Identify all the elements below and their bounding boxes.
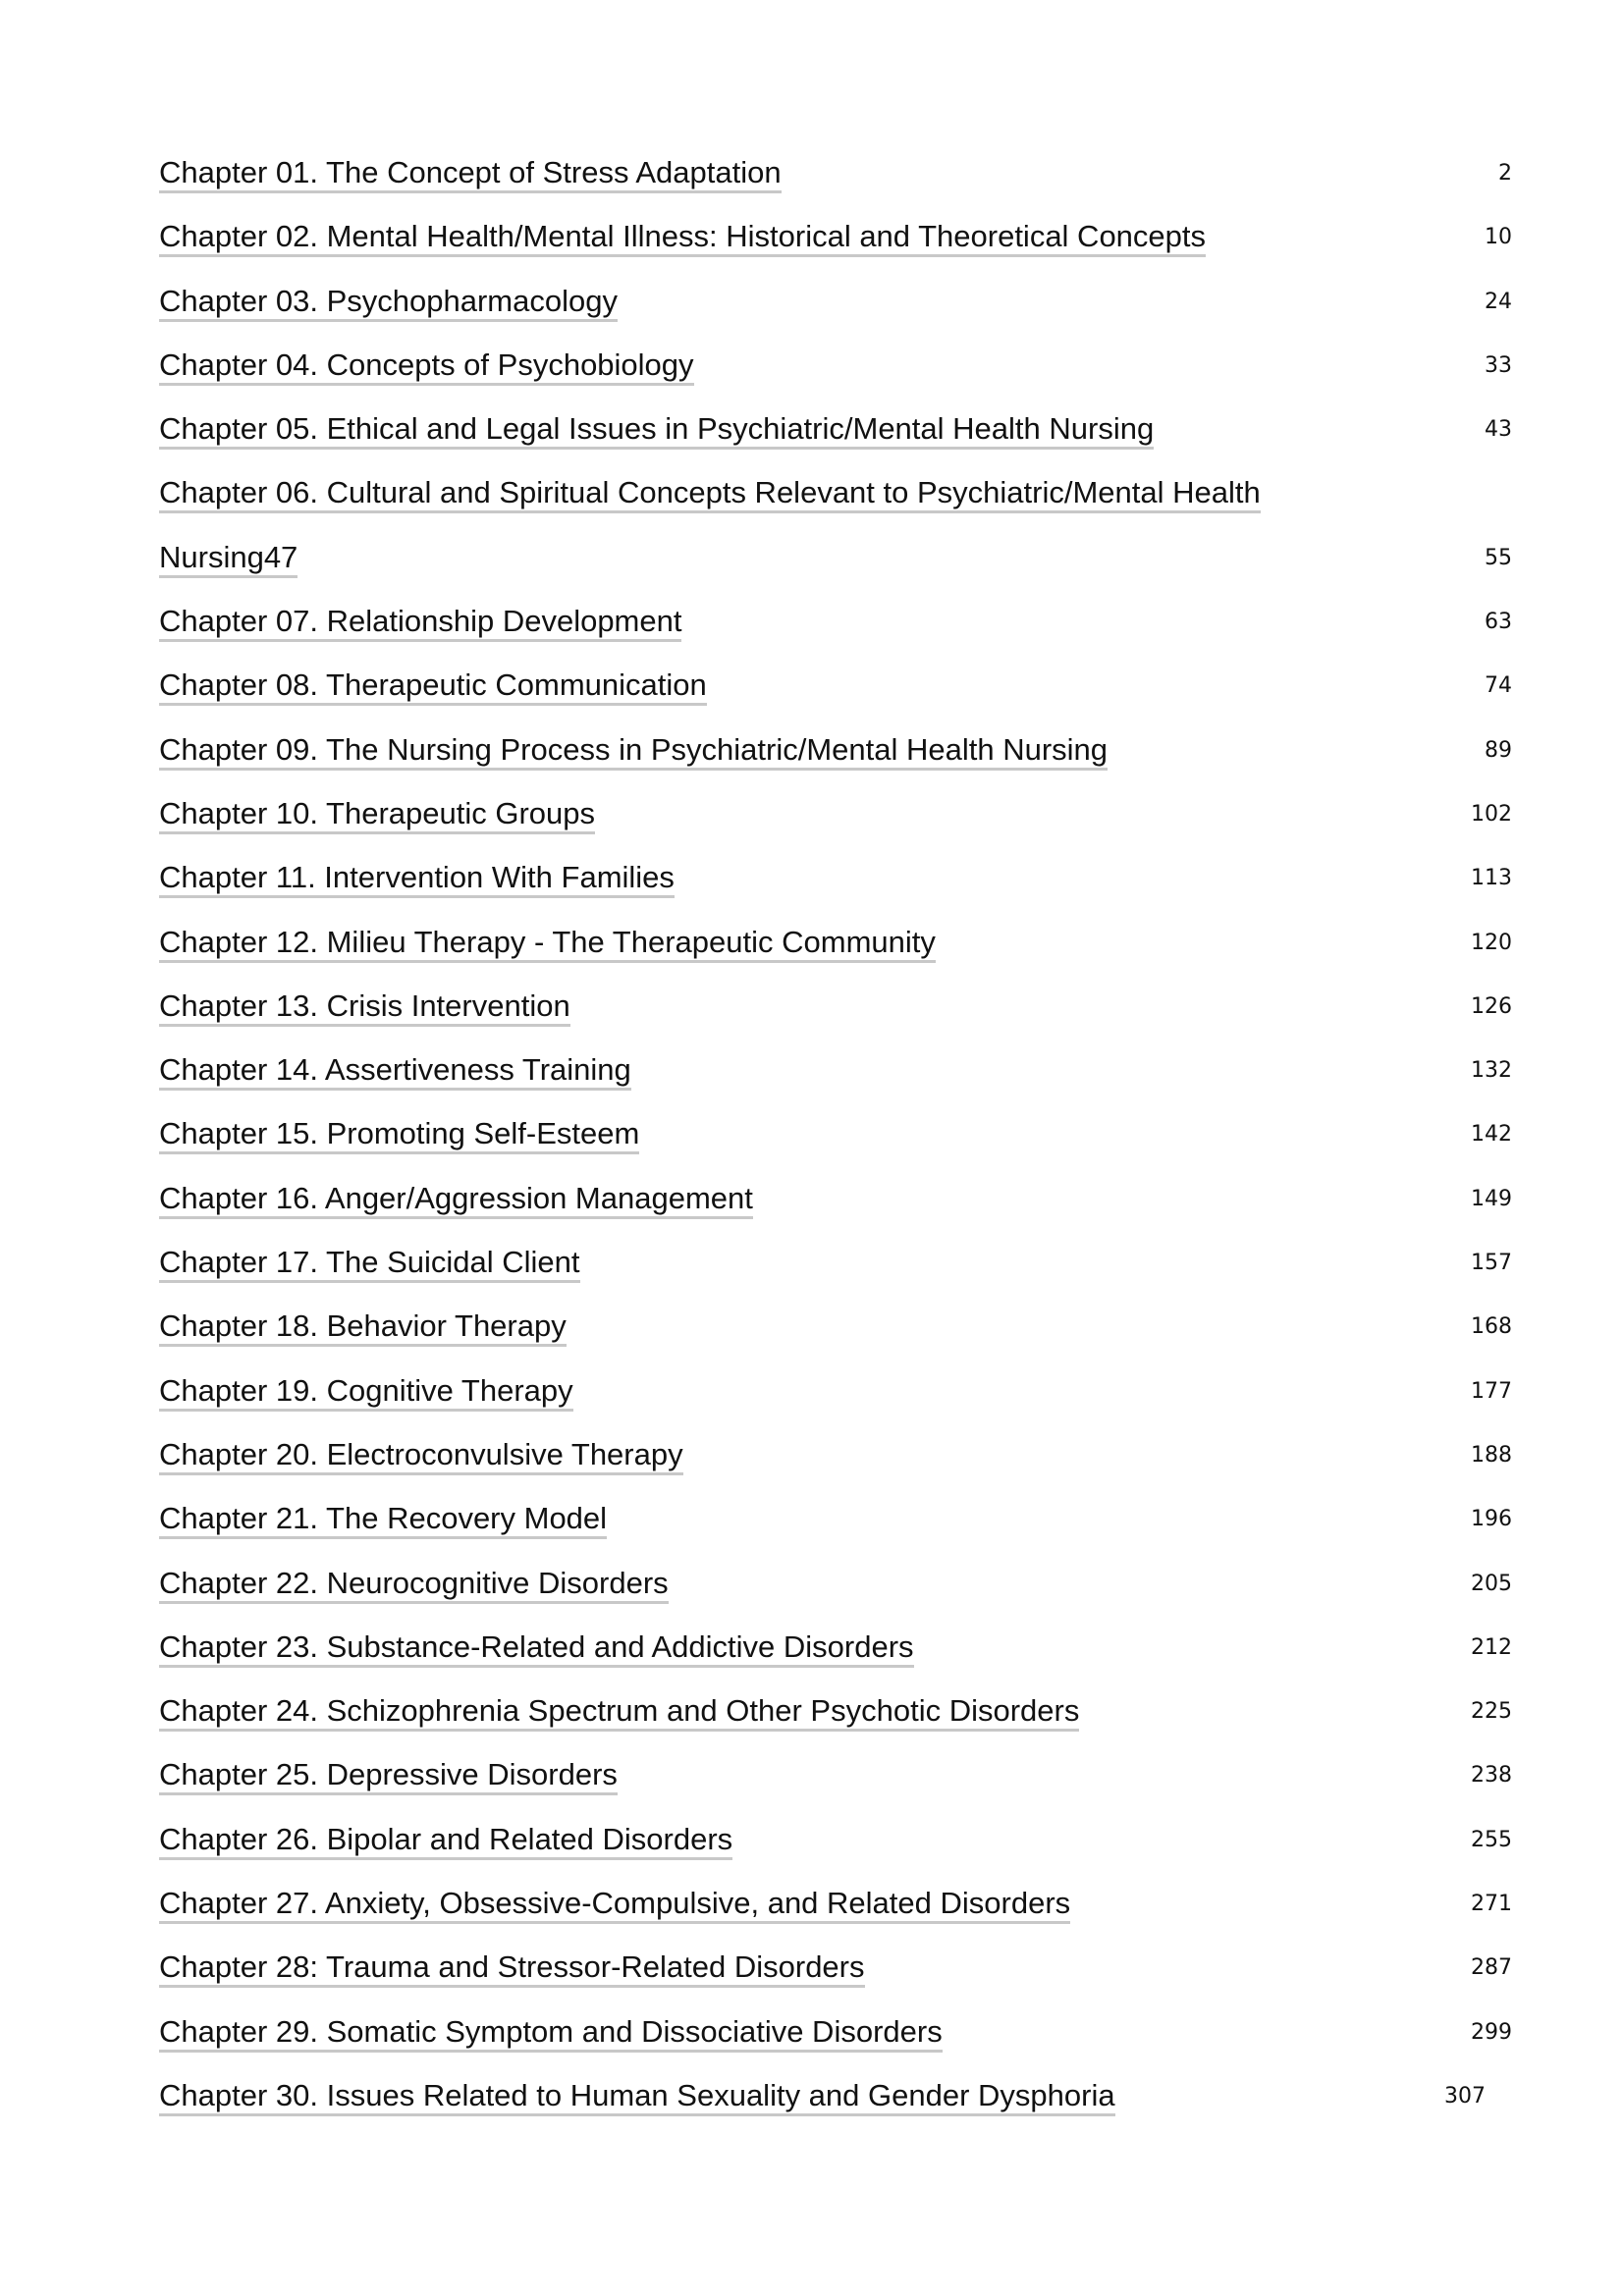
toc-entry-link[interactable]: Chapter 07. Relationship Development [159,604,681,642]
toc-entry [159,1683,1512,1747]
toc-page-number: 102 [1471,801,1512,827]
toc-entry-link[interactable]: Chapter 15. Promoting Self-Esteem [159,1116,639,1154]
toc-page-number: 287 [1471,1955,1512,1981]
toc-page-number: 63 [1485,610,1512,635]
toc-entry [159,1235,1512,1299]
toc-entry-link[interactable]: Chapter 03. Psychopharmacology [159,284,618,322]
toc-entry-link[interactable]: Chapter 08. Therapeutic Communication [159,667,707,706]
toc-entry [159,2004,1512,2068]
toc-entry [159,465,1512,529]
toc-entry-link[interactable]: Chapter 30. Issues Related to Human Sexuality and Gender Dysphoria [159,2078,1115,2116]
toc-entry [159,338,1512,401]
toc-entry-link[interactable]: Chapter 23. Substance-Related and Addictive Disorders [159,1629,914,1668]
toc-entry-link[interactable]: Chapter 16. Anger/Aggression Management [159,1181,753,1219]
toc-page-number: 177 [1471,1378,1512,1404]
toc-entry [159,850,1512,914]
toc-entry [159,1171,1512,1235]
toc-page-number: 24 [1485,289,1512,314]
toc-entry [159,1556,1512,1620]
toc-page-number: 2 [1498,161,1512,186]
toc-entry [159,1299,1512,1362]
toc-entry-link[interactable]: Chapter 02. Mental Health/Mental Illness: Historical and Theoretical Concepts [159,219,1206,257]
toc-entry-link[interactable]: Chapter 10. Therapeutic Groups [159,796,595,834]
table-of-contents [159,145,1512,2132]
toc-entry [159,786,1512,850]
toc-entry [159,1363,1512,1427]
toc-page-number: 132 [1471,1058,1512,1084]
toc-entry-link[interactable]: Nursing47 [159,540,298,578]
toc-entry-link[interactable]: Chapter 13. Crisis Intervention [159,988,570,1027]
toc-page-number: 89 [1485,737,1512,763]
toc-entry [159,1620,1512,1683]
toc-entry [159,1106,1512,1170]
toc-entry-link[interactable]: Chapter 09. The Nursing Process in Psychiatric/Mental Health Nursing [159,732,1108,771]
toc-entry [159,2068,1512,2132]
toc-page-number: 10 [1485,225,1512,250]
toc-entry-link[interactable]: Chapter 24. Schizophrenia Spectrum and Other Psychotic Disorders [159,1693,1079,1732]
toc-entry-link[interactable]: Chapter 05. Ethical and Legal Issues in Psychiatric/Mental Health Nursing [159,411,1154,450]
toc-entry-link[interactable]: Chapter 06. Cultural and Spiritual Concepts Relevant to Psychiatric/Mental Health [159,475,1261,513]
toc-entry-link[interactable]: Chapter 25. Depressive Disorders [159,1757,618,1795]
toc-entry [159,530,1512,594]
toc-entry [159,1876,1512,1940]
toc-entry [159,915,1512,979]
toc-entry [159,1940,1512,2003]
toc-entry [159,1491,1512,1555]
toc-entry-link[interactable]: Chapter 11. Intervention With Families [159,860,675,898]
toc-page-number: 113 [1471,866,1512,891]
toc-entry-link[interactable]: Chapter 20. Electroconvulsive Therapy [159,1437,683,1475]
toc-entry-link[interactable]: Chapter 17. The Suicidal Client [159,1245,580,1283]
toc-entry-link[interactable]: Chapter 04. Concepts of Psychobiology [159,347,694,386]
toc-page-number: 271 [1471,1892,1512,1917]
toc-entry-link[interactable]: Chapter 18. Behavior Therapy [159,1308,567,1347]
toc-entry [159,145,1512,209]
toc-page-number: 55 [1485,545,1512,570]
toc-page-number: 212 [1471,1634,1512,1660]
toc-entry [159,1427,1512,1491]
toc-entry-link[interactable]: Chapter 19. Cognitive Therapy [159,1373,573,1412]
toc-entry-link[interactable]: Chapter 26. Bipolar and Related Disorders [159,1822,732,1860]
toc-entry-link[interactable]: Chapter 28: Trauma and Stressor-Related Disorders [159,1949,865,1988]
toc-entry-link[interactable]: Chapter 22. Neurocognitive Disorders [159,1566,669,1604]
toc-entry-link[interactable]: Chapter 27. Anxiety, Obsessive-Compulsive, and Related Disorders [159,1886,1070,1924]
toc-page-number: 255 [1471,1827,1512,1852]
toc-entry [159,658,1512,721]
toc-page-number: 196 [1471,1507,1512,1532]
toc-page-number: 225 [1471,1699,1512,1725]
toc-page-number: 33 [1485,352,1512,378]
toc-page-number: 238 [1471,1763,1512,1789]
toc-entry [159,1812,1512,1876]
toc-entry [159,209,1512,273]
toc-entry-link[interactable]: Chapter 21. The Recovery Model [159,1501,607,1539]
toc-entry-link[interactable]: Chapter 29. Somatic Symptom and Dissociative Disorders [159,2014,943,2053]
toc-page-number: 120 [1471,930,1512,955]
toc-entry [159,722,1512,786]
toc-page-number: 188 [1471,1442,1512,1468]
toc-page-number: 74 [1485,673,1512,699]
toc-page-number: 168 [1471,1314,1512,1340]
toc-entry-link[interactable]: Chapter 01. The Concept of Stress Adaptation [159,155,782,193]
toc-page-number: 205 [1471,1571,1512,1596]
toc-page-number: 157 [1471,1251,1512,1276]
toc-entry [159,401,1512,465]
toc-entry [159,274,1512,338]
toc-entry [159,1747,1512,1811]
toc-page-number: 149 [1471,1186,1512,1211]
toc-entry [159,594,1512,658]
toc-page-number: 299 [1471,2019,1512,2045]
toc-page-number: 307 [1444,2083,1486,2109]
toc-page-number: 126 [1471,993,1512,1019]
toc-entry-link[interactable]: Chapter 14. Assertiveness Training [159,1052,631,1091]
toc-entry [159,1042,1512,1106]
toc-page-number: 43 [1485,417,1512,443]
toc-entry-link[interactable]: Chapter 12. Milieu Therapy - The Therapeutic Community [159,925,936,963]
toc-entry [159,979,1512,1042]
toc-page-number: 142 [1471,1122,1512,1148]
